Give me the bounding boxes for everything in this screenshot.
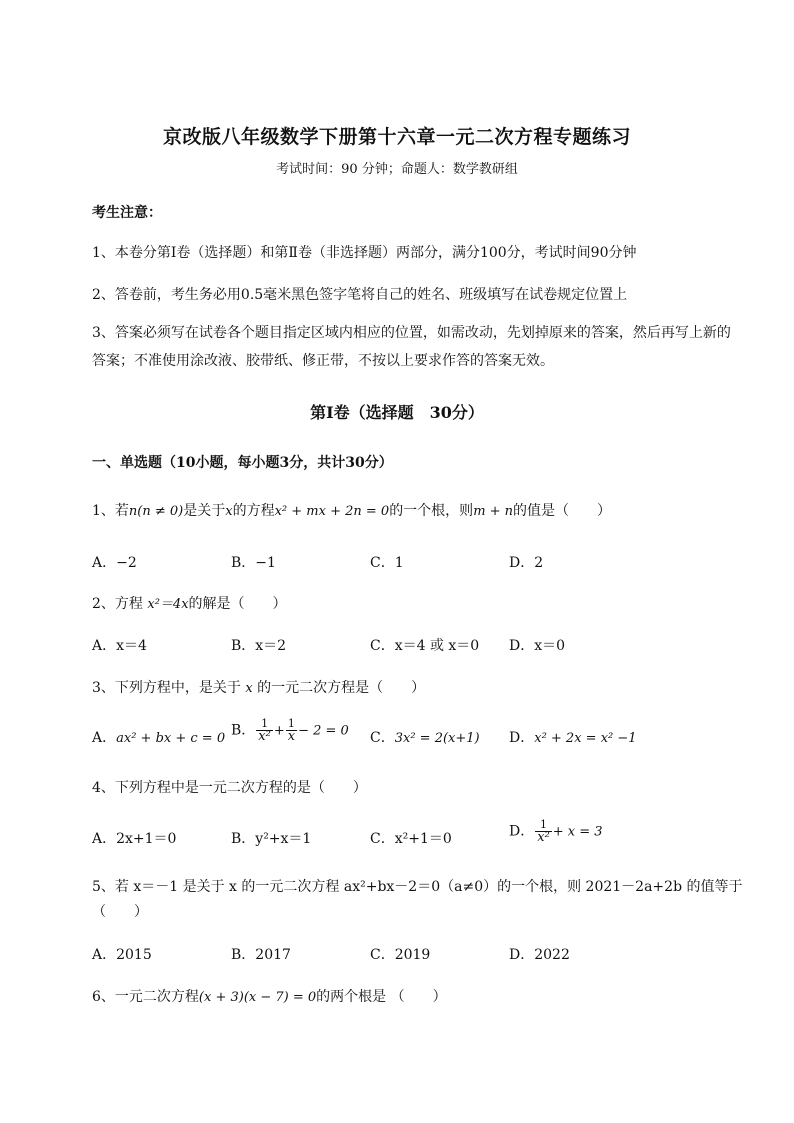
q2-option-d[interactable]: D．x＝0 xyxy=(509,638,566,654)
notice-item-3: 3、答案必须写在试卷各个题目指定区域内相应的位置，如需改动，先划掉原来的答案，然后再写上新的答案；不准使用涂改液、胶带纸、修正带，不按以上要求作答的答案无效。 xyxy=(92,325,731,369)
question-2: 2、方程 x²＝4x的解是（ ） xyxy=(92,596,287,612)
page-title: 京改版八年级数学下册第十六章一元二次方程专题练习 xyxy=(162,126,631,148)
q2-option-a[interactable]: A．x＝4 xyxy=(92,638,147,654)
q4-option-b[interactable]: B．y²+x＝1 xyxy=(231,831,312,847)
question-4: 4、下列方程中是一元二次方程的是（ ） xyxy=(92,780,367,796)
q5-option-a[interactable]: A．2015 xyxy=(92,947,152,963)
math-condition: (n ≠ 0) xyxy=(137,504,184,519)
question-6: 6、一元二次方程(x + 3)(x − 7) = 0的两个根是 （ ） xyxy=(92,989,447,1005)
q4-option-d[interactable]: D． $\frac{1}{\text{x²}}$ + x = 3 xyxy=(509,818,603,845)
q4-option-c[interactable]: C．x²+1＝0 xyxy=(370,831,452,847)
q1-option-c[interactable]: C．1 xyxy=(370,555,404,571)
section-title: 第Ⅰ卷（选择题 30分） xyxy=(310,403,484,422)
q5-option-b[interactable]: B．2017 xyxy=(231,947,291,963)
fraction: $\frac{1}{\text{x²}}$ xyxy=(258,717,271,744)
notice-item-1: 1、本卷分第Ⅰ卷（选择题）和第Ⅱ卷（非选择题）两部分，满分100分，考试时间90分钟 xyxy=(92,245,637,261)
math-var: x xyxy=(245,681,253,696)
q1-option-a[interactable]: A．−2 xyxy=(92,555,137,571)
math-expression: m + n xyxy=(473,504,514,519)
question-1: 1、若n(n ≠ 0)是关于x的方程x² + mx + 2n = 0的一个根，则m + n的值是（ ） xyxy=(92,503,612,519)
q2-option-c[interactable]: C．x＝4 或 x＝0 xyxy=(370,638,480,654)
page-subtitle: 考试时间：90 分钟；命题人：数学教研组 xyxy=(276,162,518,177)
question-5-blank: （ ） xyxy=(92,904,148,920)
notice-item-2: 2、答卷前，考生务必用0.5毫米黑色签字笔将自己的姓名、班级填写在试卷规定位置上 xyxy=(92,287,628,303)
q3-option-a[interactable]: A．ax² + bx + c = 0 xyxy=(92,730,226,746)
q1-option-d[interactable]: D．2 xyxy=(509,555,544,571)
q5-option-c[interactable]: C．2019 xyxy=(370,947,431,963)
question-5: 5、若 x＝－1 是关于 x 的一元二次方程 ax²+bx－2＝0（a≠0）的一个根，则 2021－2a+2b 的值等于 xyxy=(92,879,743,895)
q3-option-b[interactable]: B． $\frac{1}{\text{x²}}$ + $\frac{1}{x}$ − 2 = 0 xyxy=(231,717,349,744)
q4-option-a[interactable]: A．2x+1＝0 xyxy=(92,831,177,847)
math-equation: x² + mx + 2n = 0 xyxy=(274,504,390,519)
q3-option-c[interactable]: C．3x² = 2(x+1) xyxy=(370,730,480,746)
math-equation: x² + 2x = x² −1 xyxy=(534,731,637,746)
math-var: n xyxy=(128,504,138,519)
part-heading: 一、单选题（10小题，每小题3分，共计30分） xyxy=(92,455,393,471)
math-equation: (x + 3)(x − 7) = 0 xyxy=(198,990,317,1005)
fraction: $\frac{1}{x}$ xyxy=(287,717,296,744)
question-3: 3、下列方程中，是关于 x 的一元二次方程是（ ） xyxy=(92,680,426,696)
math-equation: 3x² = 2(x+1) xyxy=(394,731,480,746)
math-var: x xyxy=(225,504,233,519)
q5-option-d[interactable]: D．2022 xyxy=(509,947,570,963)
q1-option-b[interactable]: B．−1 xyxy=(231,555,276,571)
q3-option-d[interactable]: D．x² + 2x = x² −1 xyxy=(509,730,637,746)
fraction: $\frac{1}{\text{x²}}$ xyxy=(537,818,550,845)
notice-heading: 考生注意： xyxy=(92,205,162,221)
q2-option-b[interactable]: B．x＝2 xyxy=(231,638,287,654)
math-equation: x²＝4x xyxy=(147,597,189,612)
math-equation: ax² + bx + c = 0 xyxy=(116,731,226,746)
